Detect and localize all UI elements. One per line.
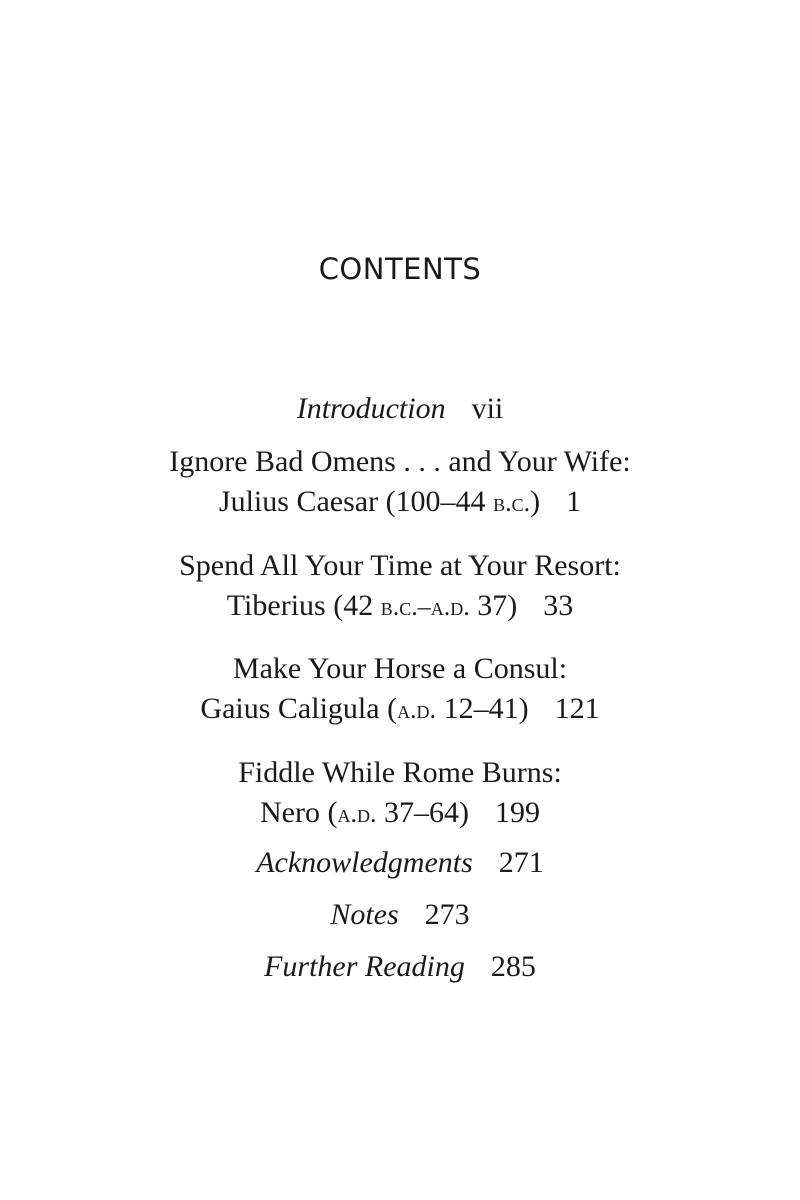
toc-entry-chapter-title: Ignore Bad Omens . . . and Your Wife: <box>169 445 631 478</box>
toc-entry-era: b.c.–a.d. <box>380 592 470 621</box>
toc-entry-dates-open: (100–44 <box>385 485 494 518</box>
toc-entry-era: b.c. <box>493 488 531 517</box>
toc-entry-subject: Gaius Caligula <box>200 692 380 725</box>
toc-entry-julius-caesar[interactable] <box>0 442 800 523</box>
toc-entry-dates-close: 37–64) <box>376 796 469 829</box>
toc-entry-title: Introduction <box>296 392 446 425</box>
toc-entry-era: a.d. <box>397 695 437 724</box>
toc-entry-dates-close: ) <box>530 485 541 518</box>
toc-page-number: 285 <box>490 950 536 983</box>
toc-entry-acknowledgments[interactable] <box>0 843 800 883</box>
toc-entry-nero[interactable] <box>0 753 800 834</box>
toc-entry-title: Notes <box>330 898 399 931</box>
toc-entry-dates-open: ( <box>387 692 398 725</box>
toc-entry-chapter-title: Spend All Your Time at Your Resort: <box>179 549 621 582</box>
toc-entry-title: Acknowledgments <box>256 846 473 879</box>
toc-entry-subject: Nero <box>260 796 320 829</box>
toc-entry-chapter-title: Make Your Horse a Consul: <box>232 652 568 685</box>
toc-page-number: 33 <box>543 589 574 622</box>
page-title: CONTENTS <box>318 252 482 286</box>
toc-page-number: 271 <box>498 846 544 879</box>
toc-entry-dates-open: (42 <box>333 589 381 622</box>
toc-page-number: 199 <box>494 796 540 829</box>
toc-entry-dates-open: ( <box>327 796 338 829</box>
toc-entry-subject: Tiberius <box>226 589 326 622</box>
toc-entry-notes[interactable] <box>0 895 800 935</box>
toc-entry-title: Further Reading <box>264 950 465 983</box>
toc-entry-further-reading[interactable] <box>0 947 800 987</box>
toc-entry-introduction[interactable] <box>0 389 800 429</box>
toc-entry-subject: Julius Caesar <box>218 485 379 518</box>
toc-entry-chapter-title: Fiddle While Rome Burns: <box>238 756 562 789</box>
toc-page-number: vii <box>471 392 504 425</box>
toc-entry-era: a.d. <box>337 799 377 828</box>
toc-page-number: 273 <box>424 898 470 931</box>
toc-entry-dates-close: 12–41) <box>436 692 529 725</box>
toc-page-number: 121 <box>554 692 600 725</box>
toc-entry-caligula[interactable] <box>0 649 800 730</box>
toc-entry-dates-close: 37) <box>469 589 518 622</box>
toc-page-number: 1 <box>566 485 582 518</box>
toc-entry-tiberius[interactable] <box>0 546 800 627</box>
